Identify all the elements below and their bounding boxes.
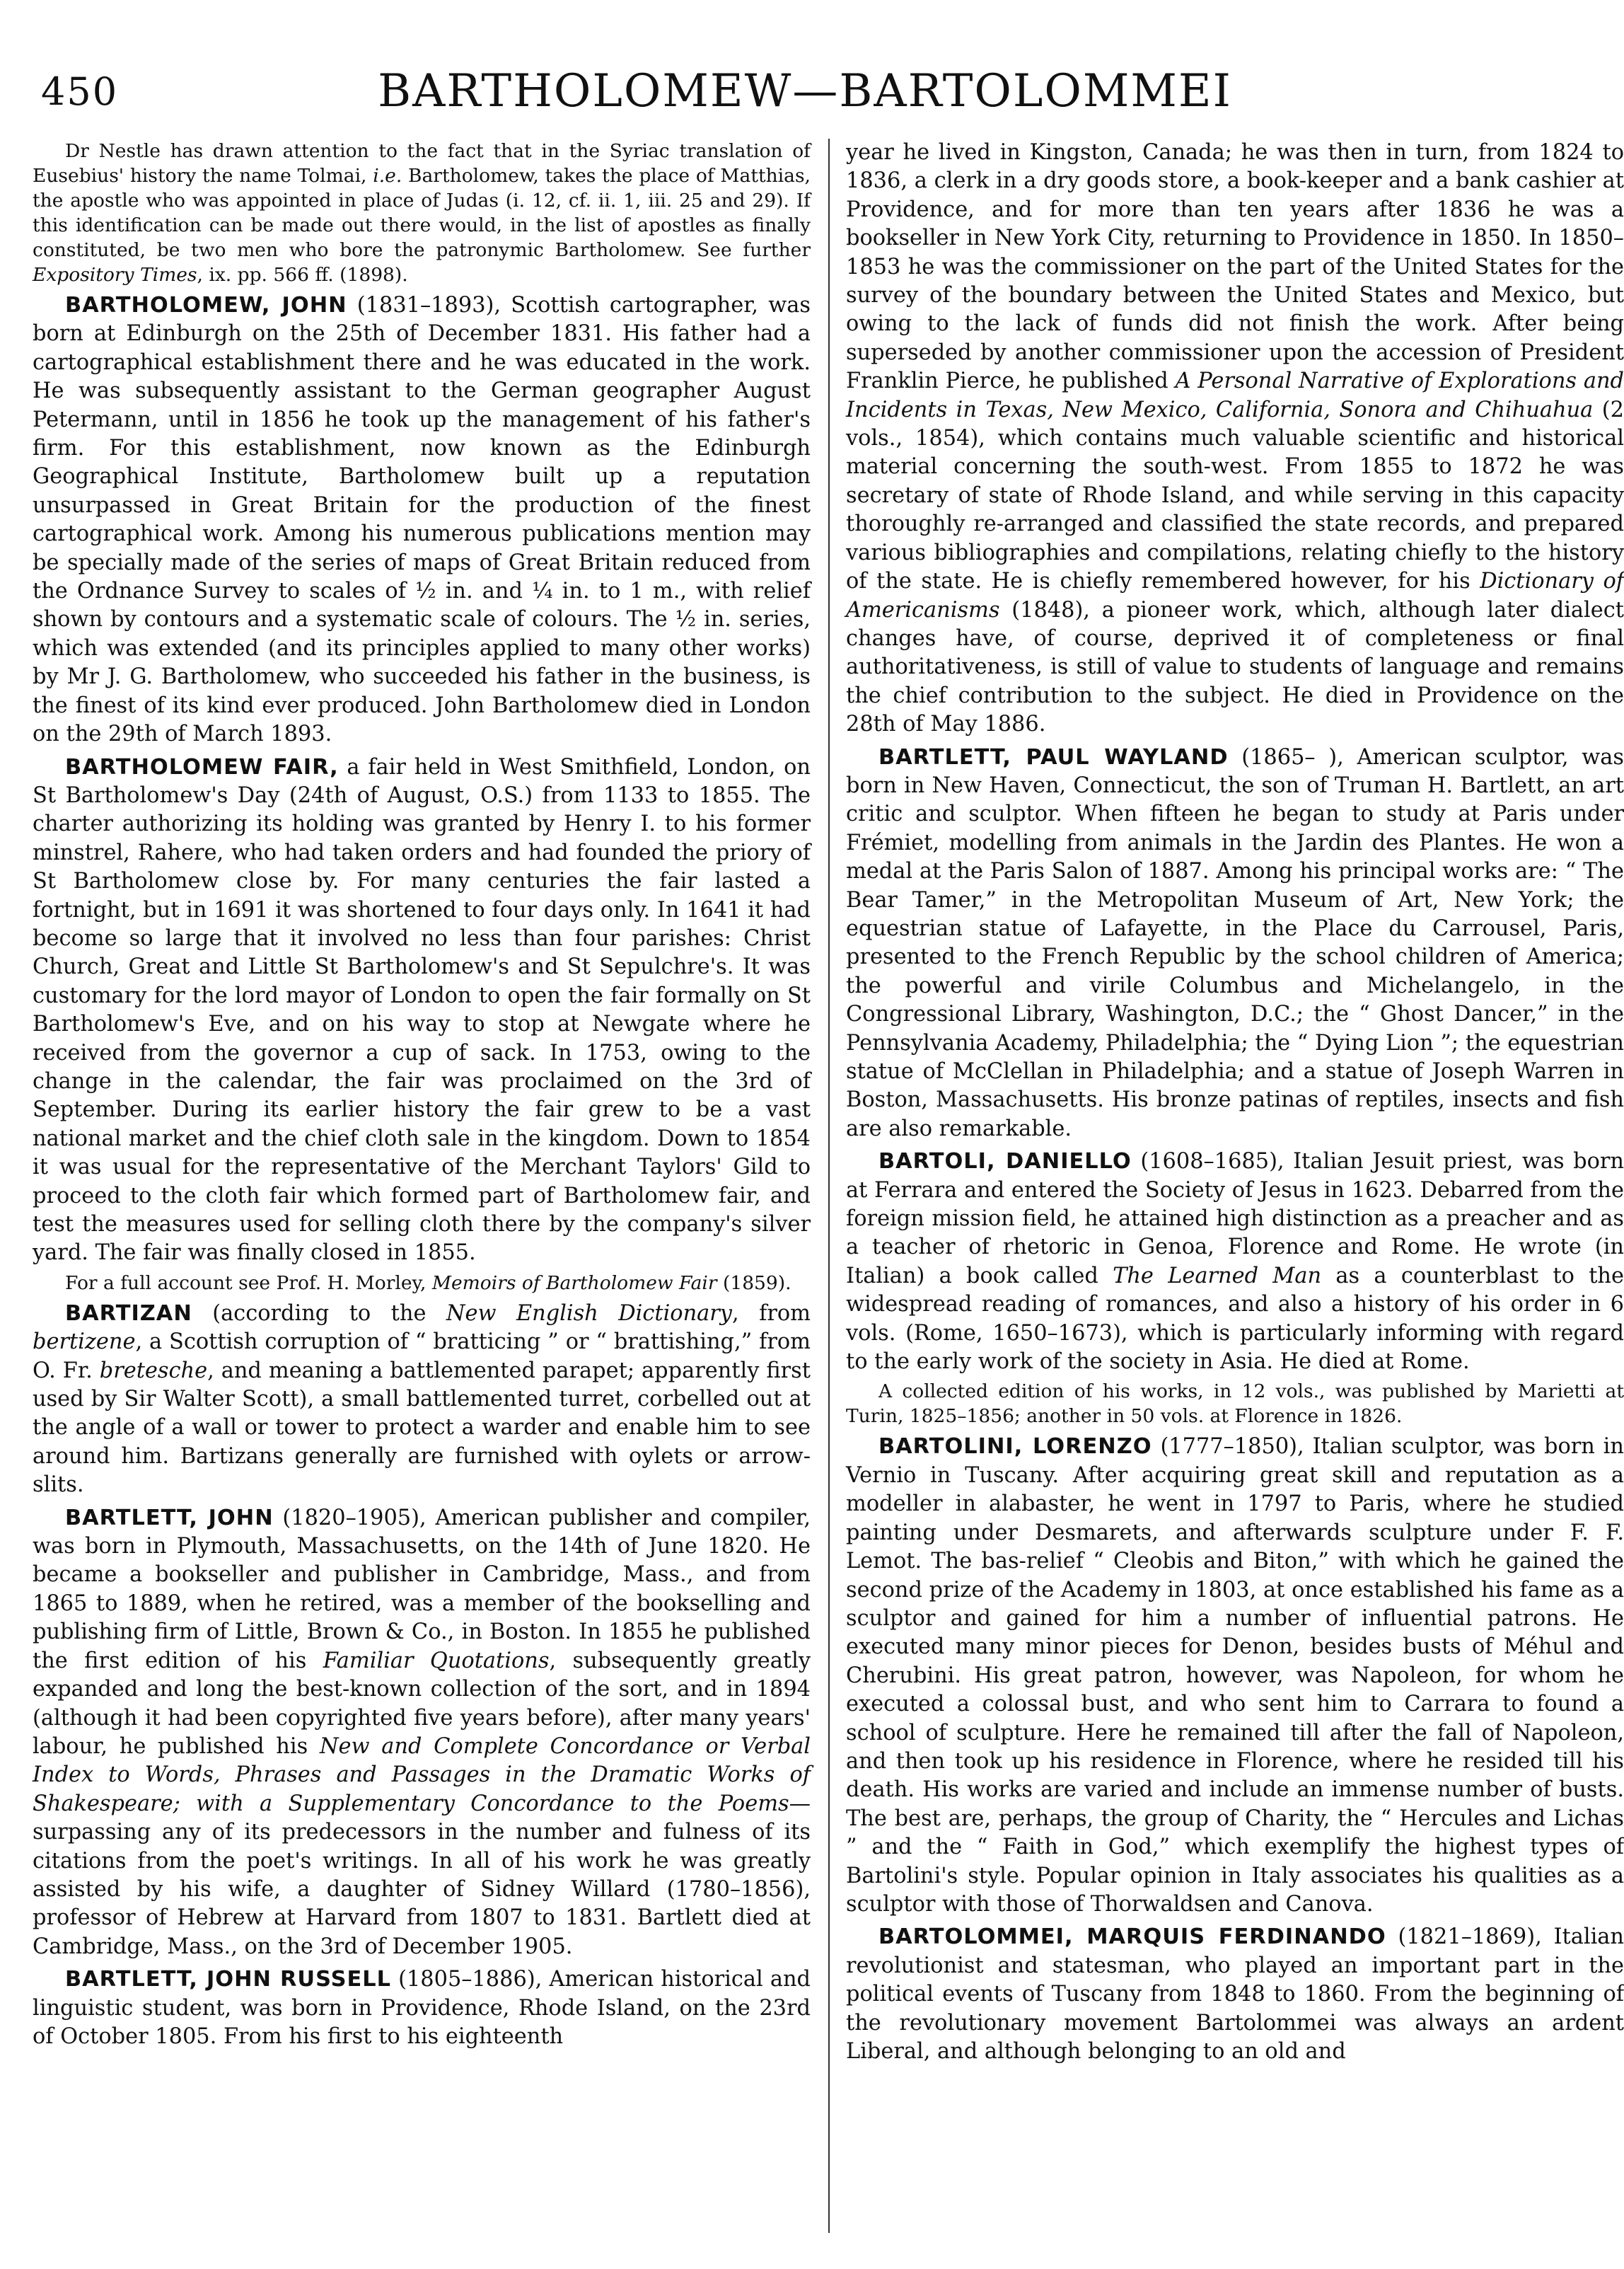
- entry-continuation: year he lived in Kingston, Canada; he was then in turn, from 1824 to 1836, a clerk in a dry goods store, a book-keeper and a bank cashier at Providence, and for more than ten years after 1836 he was a bookseller in New York City, returning to Providence in 1850. In 1850–1853 he was the commissioner on the part of the United States for the survey of the boundary between the United States and Mexico, but owing to the lack of funds did not finish the work. After being superseded by another commissioner upon the accession of President Franklin Pierce, he published A Personal Narrative of Explorations and Incidents in Texas, New Mexico, California, Sonora and Chihuahua (2 vols., 1854), which contains much valuable scientific and historical material concerning the south-west. From 1855 to 1872 he was secretary of state of Rhode Island, and while serving in this capacity thoroughly re-arranged and classified the state records, and prepared various bibliographies and compilations, relating chiefly to the history of the state. He is chiefly remembered however, for his Dictionary of Americanisms (1848), a pioneer work, which, although later dialect changes have, of course, deprived it of completeness or final authoritativeness, is still of value to students of language and remains the chief contribution to the subject. He died in Providence on the 28th of May 1886.: [846, 140, 1624, 737]
- column-divider: [828, 139, 830, 2233]
- entry-note: For a full account see Prof. H. Morley, Memoirs of Bartholomew Fair (1859).: [65, 1271, 791, 1294]
- entry-bartolini: BARTOLINI, LORENZO (1777–1850), Italian sculptor, was born in Vernio in Tuscany. After acquiring great skill and reputation as a modeller in alabaster, he went in 1797 to Paris, where he studied painting under Desmarets, and afterwards sculpture under F. F. Lemot. The bas-relief “ Cleobis and Biton,” with which he gained the second prize of the Academy in 1803, at once established his fame as a sculptor and gained for him a number of influential patrons. He executed many minor pieces for Denon, besides busts of Méhul and Cherubini. His great patron, however, was Napoleon, for whom he executed a colossal bust, and who sent him to Carrara to found a school of sculpture. Here he remained till after the fall of Napoleon, and then took up his residence in Florence, where he resided till his death. His works are varied and include an immense number of busts. The best are, perhaps, the group of Charity, the “ Hercules and Lichas ” and the “ Faith in God,” which exemplify the highest types of Bartolini's style. Popular opinion in Italy associates his qualities as a sculptor with those of Thorwaldsen and Canova.: [846, 1434, 1624, 1917]
- page-header: [33, 65, 1577, 122]
- entry-bartolommei: BARTOLOMMEI, MARQUIS FERDINANDO (1821–1869), Italian revolutionist and statesman, who played an important part in the political events of Tuscany from 1848 to 1860. From the beginning of the revolutionary movement Bartolommei was always an ardent Liberal, and although belonging to an old and: [846, 1924, 1624, 2064]
- intro-note: Dr Nestle has drawn attention to the fact that in the Syriac translation of Eusebius' history the name Tolmai, i.e. Bartholomew, takes the place of Matthias, the apostle who was appointed in place of Judas (i. 12, cf. ii. 1, iii. 25 and 29). If this identification can be made out there would, in the list of apostles as finally constituted, be two men who bore the patronymic Bartholomew. See further Expository Times, ix. pp. 566 ff. (1898).: [33, 140, 811, 286]
- page-number: 450: [41, 69, 119, 114]
- headword: BARTLETT, PAUL WAYLAND: [878, 744, 1229, 770]
- entry-bartlett-john: BARTLETT, JOHN (1820–1905), American publisher and compiler, was born in Plymouth, Massachusetts, on the 14th of June 1820. He became a bookseller and publisher in Cambridge, Mass., and from 1865 to 1889, when he retired, was a member of the bookselling and publishing firm of Little, Brown & Co., in Boston. In 1855 he published the first edition of his Familiar Quotations, subsequently greatly expanded and long the best-known collection of the sort, and in 1894 (although it had been copyrighted five years before), after many years' labour, he published his New and Complete Concordance or Verbal Index to Words, Phrases and Passages in the Dramatic Works of Shakespeare; with a Supplementary Concordance to the Poems—surpassing any of its predecessors in the number and fulness of its citations from the poet's writings. In all of his work he was greatly assisted by his wife, a daughter of Sidney Willard (1780–1856), professor of Hebrew at Harvard from 1807 to 1831. Bartlett died at Cambridge, Mass., on the 3rd of December 1905.: [33, 1505, 811, 1959]
- right-column: [846, 139, 1624, 2066]
- entry-bartlett-john-russell: BARTLETT, JOHN RUSSELL (1805–1886), American historical and linguistic student, was born in Providence, Rhode Island, on the 23rd of October 1805. From his first to his eighteenth: [33, 1967, 811, 2049]
- left-column: [33, 139, 811, 2051]
- entry-bartoli: BARTOLI, DANIELLO (1608–1685), Italian Jesuit priest, was born at Ferrara and entered the Society of Jesus in 1623. Debarred from the foreign mission field, he attained high distinction as a preacher and as a teacher of rhetoric in Genoa, Florence and Rome. He wrote (in Italian) a book called The Learned Man as a counterblast to the widespread reading of romances, and also a history of his order in 6 vols. (Rome, 1650–1673), which is particularly informing with regard to the early work of the society in Asia. He died at Rome.: [846, 1149, 1624, 1375]
- entry-bartizan: BARTIZAN (according to the New English Dictionary, from bertizene, a Scottish corruption of “ bratticing ” or “ brattishing,” from O. Fr. bretesche, and meaning a battlemented parapet; apparently first used by Sir Walter Scott), a small battlemented turret, corbelled out at the angle of a wall or tower to protect a warder and enable him to see around him. Bartizans generally are furnished with oylets or arrow-slits.: [33, 1300, 811, 1498]
- entry-bartholomew-fair: BARTHOLOMEW FAIR, a fair held in West Smithfield, London, on St Bartholomew's Day (24th of August, O.S.) from 1133 to 1855. The charter authorizing its holding was granted by Henry I. to his former minstrel, Rahere, who had taken orders and had founded the priory of St Bartholomew close by. For many centuries the fair lasted a fortnight, but in 1691 it was shortened to four days only. In 1641 it had become so large that it involved no less than four parishes: Christ Church, Great and Little St Bartholomew's and St Sepulchre's. It was customary for the lord mayor of London to open the fair formally on St Bartholomew's Eve, and on his way to stop at Newgate where he received from the governor a cup of sack. In 1753, owing to the change in the calendar, the fair was proclaimed on the 3rd of September. During its earlier history the fair grew to be a vast national market and the chief cloth sale in the kingdom. Down to 1854 it was usual for the representative of the Merchant Taylors' Gild to proceed to the cloth fair which formed part of Bartholomew fair, and test the measures used for selling cloth there by the company's silver yard. The fair was finally closed in 1855.: [33, 754, 811, 1266]
- entry-bartholomew-john: BARTHOLOMEW, JOHN (1831–1893), Scottish cartographer, was born at Edinburgh on the 25th of December 1831. His father had a cartographical establishment there and he was educated in the work. He was subsequently assistant to the German geographer August Petermann, until in 1856 he took up the management of his father's firm. For this establishment, now known as the Edinburgh Geographical Institute, Bartholomew built up a reputation unsurpassed in Great Britain for the production of the finest cartographical work. Among his numerous publications mention may be specially made of the series of maps of Great Britain reduced from the Ordnance Survey to scales of ½ in. and ¼ in. to 1 m., with relief shown by contours and a systematic scale of colours. The ½ in. series, which was extended (and its principles applied to many other works) by Mr J. G. Bartholomew, who succeeded his father in the business, is the finest of its kind ever produced. John Bartholomew died in London on the 29th of March 1893.: [33, 293, 811, 747]
- headword: BARTLETT, JOHN: [65, 1505, 274, 1530]
- headword: BARTLETT, JOHN RUSSELL: [65, 1967, 391, 1992]
- headword: BARTHOLOMEW FAIR,: [65, 754, 339, 780]
- headword: BARTOLOMMEI, MARQUIS FERDINANDO: [878, 1924, 1386, 1950]
- headword: BARTOLI, DANIELLO: [878, 1149, 1132, 1174]
- headword: BARTHOLOMEW, JOHN: [65, 293, 347, 318]
- entry-bartlett-paul: BARTLETT, PAUL WAYLAND (1865– ), American sculptor, was born in New Haven, Connecticut, the son of Truman H. Bartlett, an art critic and sculptor. When fifteen he began to study at Paris under Frémiet, modelling from animals in the Jardin des Plantes. He won a medal at the Paris Salon of 1887. Among his principal works are: “ The Bear Tamer,” in the Metropolitan Museum of Art, New York; the equestrian statue of Lafayette, in the Place du Carrousel, Paris, presented to the French Republic by the school children of America; the powerful and virile Columbus and Michelangelo, in the Congressional Library, Washington, D.C.; the “ Ghost Dancer,” in the Pennsylvania Academy, Philadelphia; the “ Dying Lion ”; the equestrian statue of McClellan in Philadelphia; and a statue of Joseph Warren in Boston, Massachusetts. His bronze patinas of reptiles, insects and fish are also remarkable.: [846, 744, 1624, 1141]
- headword: BARTIZAN: [65, 1300, 192, 1326]
- headword: BARTOLINI, LORENZO: [878, 1434, 1152, 1460]
- running-head: BARTHOLOMEW—BARTOLOMMEI: [378, 65, 1232, 117]
- entry-note: A collected edition of his works, in 12 vols., was published by Marietti at Turin, 1825–1856; another in 50 vols. at Florence in 1826.: [846, 1380, 1624, 1428]
